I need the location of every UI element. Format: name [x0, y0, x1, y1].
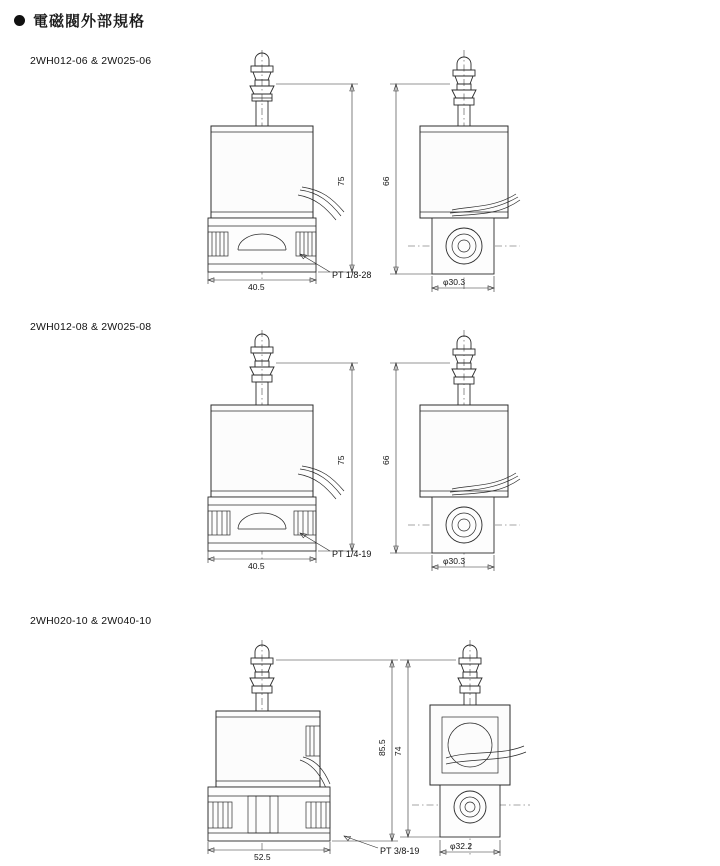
dim-height-front-3: 85.5	[377, 739, 387, 756]
section-2-drawing	[0, 305, 720, 580]
dim-height-front-2: 75	[336, 455, 346, 465]
section-1-label: 2WH012-06 & 2W025-06	[30, 55, 152, 67]
dim-diameter-3: φ32.2	[450, 841, 473, 851]
dim-diameter-1: φ30.3	[443, 277, 466, 287]
dim-diameter-2: φ30.3	[443, 556, 466, 566]
section-3-drawing	[0, 600, 720, 866]
dim-thread-2: PT 1/4-19	[332, 549, 372, 559]
section-3-label: 2WH020-10 & 2W040-10	[30, 615, 152, 627]
section-1-drawing	[0, 40, 720, 310]
spec-section-3	[0, 600, 720, 866]
dim-thread-1: PT 1/8-28	[332, 270, 372, 280]
dim-width-front-1: 40.5	[248, 282, 265, 292]
dim-width-front-3: 52.5	[254, 852, 271, 862]
dim-width-front-2: 40.5	[248, 561, 265, 571]
spec-section-1	[0, 40, 720, 310]
dim-height-side-1: 66	[381, 176, 391, 186]
page-header	[14, 10, 145, 31]
bullet-dot-icon	[14, 15, 25, 26]
dim-thread-3: PT 3/8-19	[380, 846, 420, 856]
section-2-label: 2WH012-08 & 2W025-08	[30, 321, 152, 333]
dim-height-front-1: 75	[336, 176, 346, 186]
dim-height-side-2: 66	[381, 455, 391, 465]
spec-section-2	[0, 305, 720, 580]
page-title: 電磁閥外部規格	[33, 12, 146, 30]
dim-height-side-3: 74	[393, 746, 403, 756]
